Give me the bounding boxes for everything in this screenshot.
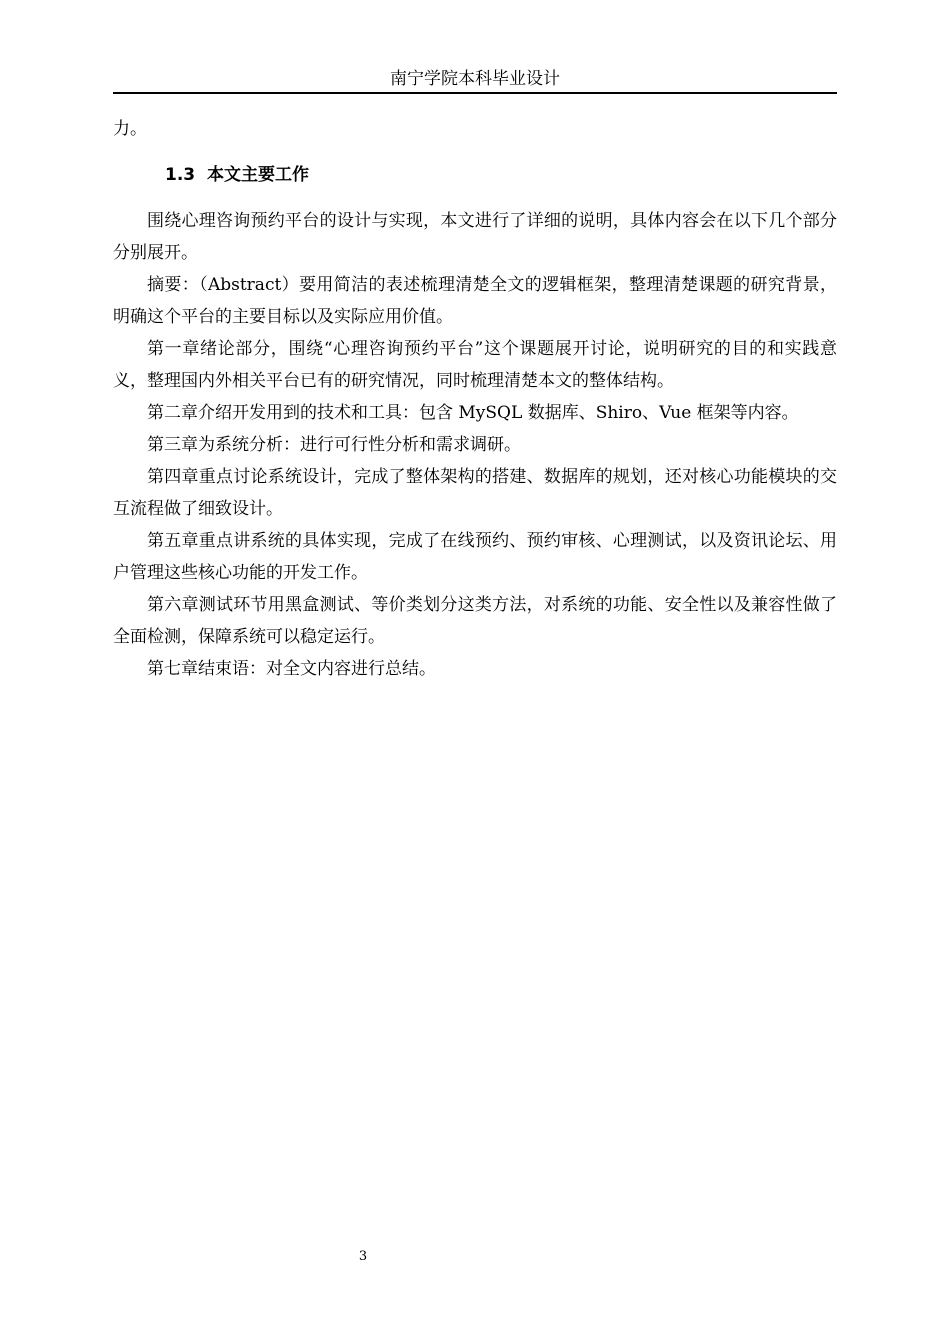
paragraph-intro: 围绕心理咨询预约平台的设计与实现，本文进行了详细的说明，具体内容会在以下几个部分分别展开。	[113, 211, 837, 263]
page-body	[113, 113, 837, 685]
paragraph-abstract: 摘要：（Abstract）要用简洁的表述梳理清楚全文的逻辑框架，整理清楚课题的研究背景，明确这个平台的主要目标以及实际应用价值。	[113, 275, 837, 327]
header-title: 南宁学院本科毕业设计	[390, 69, 560, 89]
page-number-text: 3	[358, 1249, 368, 1264]
paragraph-chapter-4: 第四章重点讨论系统设计，完成了整体架构的搭建、数据库的规划，还对核心功能模块的交互流程做了细致设计。	[113, 467, 837, 519]
paragraph-chapter-7: 第七章结束语：对全文内容进行总结。	[147, 659, 436, 679]
section-heading	[113, 161, 837, 189]
section-title: 本文主要工作	[207, 165, 310, 185]
paragraph-chapter-2: 第二章介绍开发用到的技术和工具：包含 MySQL 数据库、Shiro、Vue 框架等内容。	[147, 403, 799, 423]
page-header	[113, 66, 837, 94]
paragraph-chapter-1: 第一章绪论部分，围绕“心理咨询预约平台”这个课题展开讨论，说明研究的目的和实践意义，整理国内外相关平台已有的研究情况，同时梳理清楚本文的整体结构。	[113, 339, 837, 391]
page-number	[0, 1248, 726, 1266]
paragraph-chapter-5: 第五章重点讲系统的具体实现，完成了在线预约、预约审核、心理测试，以及资讯论坛、用户管理这些核心功能的开发工作。	[113, 531, 837, 583]
paragraph-chapter-6: 第六章测试环节用黑盒测试、等价类划分这类方法，对系统的功能、安全性以及兼容性做了全面检测，保障系统可以稳定运行。	[113, 595, 837, 647]
continuation-text: 力。	[113, 119, 147, 139]
paragraph-chapter-3: 第三章为系统分析：进行可行性分析和需求调研。	[147, 435, 521, 455]
section-number: 1.3	[165, 165, 196, 185]
